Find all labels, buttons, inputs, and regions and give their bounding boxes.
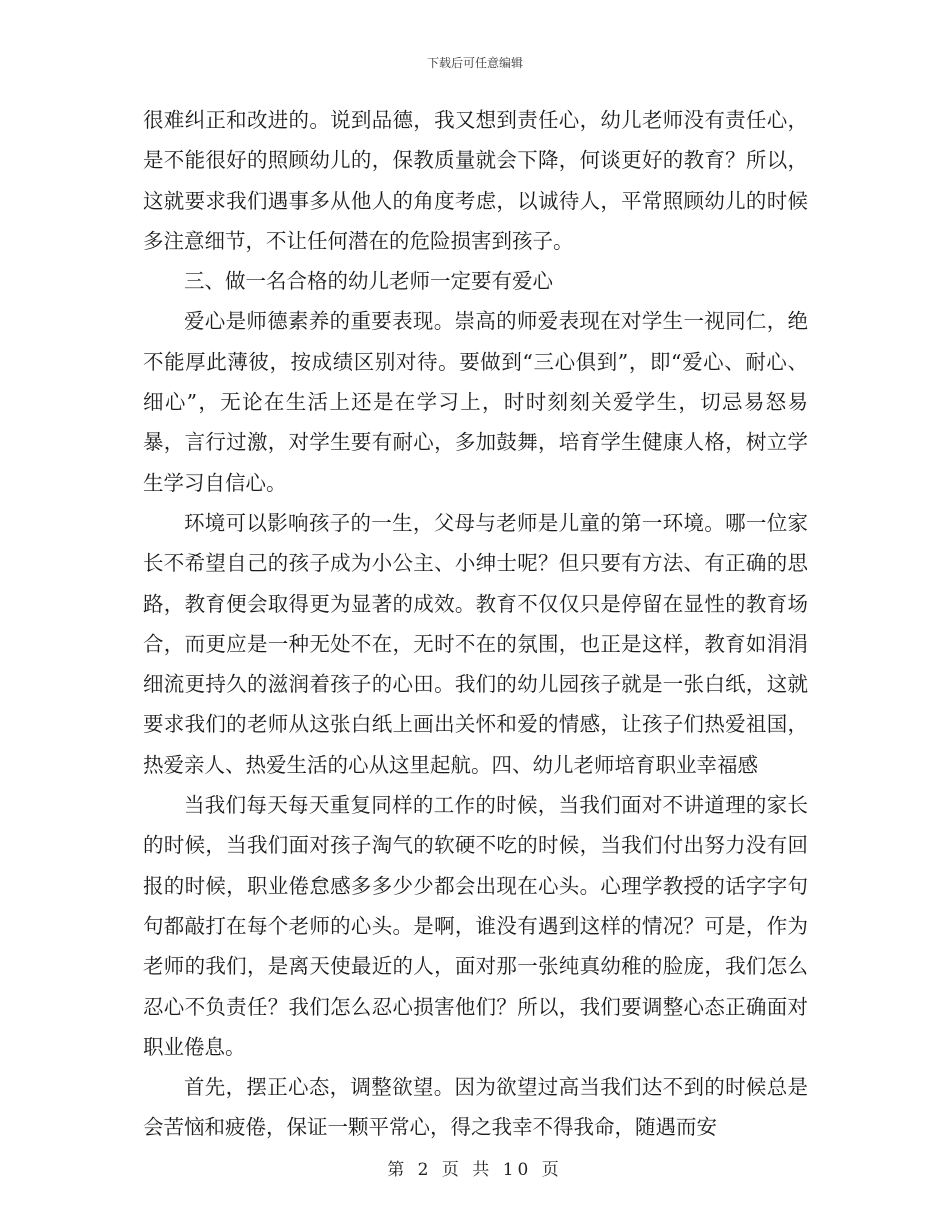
paragraph-continuation: 很难纠正和改进的。说到品德，我又想到责任心，幼儿老师没有责任心，是不能很好的照顾幼儿的，保教质量就会下降，何谈更好的教育？所以，这就要求我们遇事多从他人的角度考虑，以诚待人，平常照顾幼儿的时候多注意细节，不让任何潜在的危险损害到孩子。 [143,108,808,253]
paragraph: 环境可以影响孩子的一生，父母与老师是儿童的第一环境。哪一位家长不希望自己的孩子成为小公主、小绅士呢？但只要有方法、有正确的思路，教育便会取得更为显著的成效。教育不仅仅只是停留在显性的教育场合，而更应是一种无处不在，无时不在的氛围，也正是这样，教育如涓涓细流更持久的滋润着孩子的心田。我们的幼儿园孩子就是一张白纸，这就要求我们的老师从这张白纸上画出关怀和爱的情感，让孩子们热爱祖国，热爱亲人、热爱生活的心从这里起航。四、幼儿老师培育职业幸福感 [143,510,808,777]
section-heading-3: 三、做一名合格的幼儿老师一定要有爱心 [184,269,553,294]
paragraph: 首先，摆正心态，调整欲望。因为欲望过高当我们达不到的时候总是会苦恼和疲倦，保证一颗平常心，得之我幸不得我命，随遇而安 [143,1075,808,1140]
page-footer: 第 2 页 共 10 页 [387,1160,563,1180]
page-header: 下载后可任意编辑 [426,56,523,70]
paragraph: 爱心是师德素养的重要表现。崇高的师爱表现在对学生一视同仁，绝不能厚此薄彼，按成绩区别对待。要做到“三心俱到”，即“爱心、耐心、细心”，无论在生活上还是在学习上，时时刻刻关爱学生，切忌易怒易暴，言行过激，对学生要有耐心，多加鼓舞，培育学生健康人格，树立学生学习自信心。 [143,309,808,495]
paragraph: 当我们每天每天重复同样的工作的时候，当我们面对不讲道理的家长的时候，当我们面对孩子淘气的软硬不吃的时候，当我们付出努力没有回报的时候，职业倦怠感多多少少都会出现在心头。心理学教授的话字字句句都敲打在每个老师的心头。是啊，谁没有遇到这样的情况？可是，作为老师的我们，是离天使最近的人，面对那一张纯真幼稚的脸庞，我们怎么忍心不负责任？我们怎么忍心损害他们？所以，我们要调整心态正确面对职业倦息。 [143,793,808,1059]
document-body [143,100,808,1148]
